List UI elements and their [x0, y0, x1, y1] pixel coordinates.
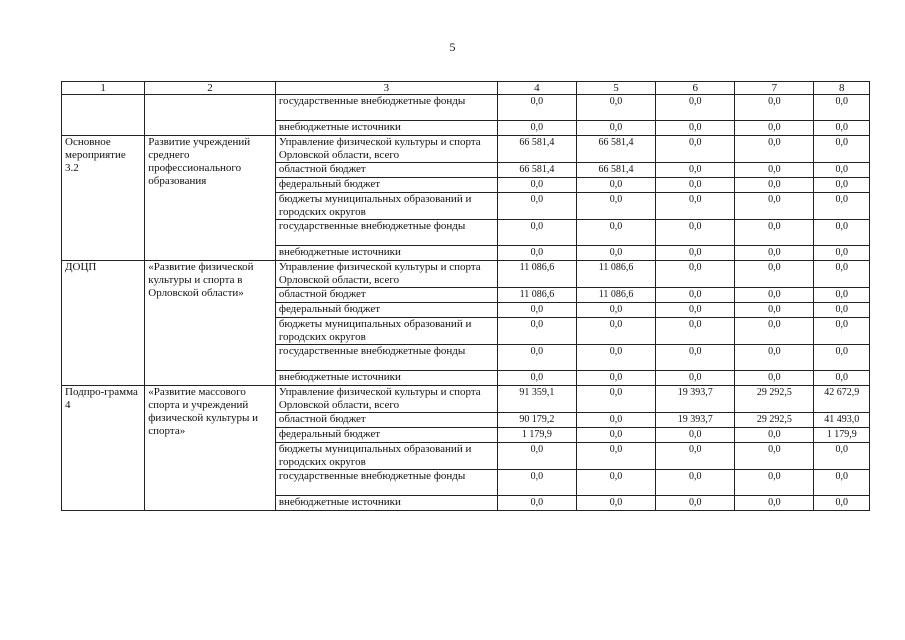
value-cell: 0,0 — [656, 95, 735, 121]
value-cell: 0,0 — [814, 470, 870, 496]
measure-label-cell: Подпро-грамма 4 — [62, 386, 145, 511]
value-cell: 11 086,6 — [497, 261, 576, 288]
value-cell: 0,0 — [497, 470, 576, 496]
value-cell: 0,0 — [497, 345, 576, 371]
funding-source-cell: внебюджетные источники — [275, 121, 497, 136]
value-cell: 0,0 — [735, 220, 814, 246]
value-cell: 0,0 — [814, 246, 870, 261]
column-header: 4 — [497, 82, 576, 95]
column-header: 3 — [275, 82, 497, 95]
funding-source-cell: государственные внебюджетные фонды — [275, 345, 497, 371]
funding-source-cell: бюджеты муниципальных образований и городских округов — [275, 193, 497, 220]
measure-label-cell: ДОЦП — [62, 261, 145, 386]
value-cell: 0,0 — [656, 371, 735, 386]
table-row — [62, 261, 870, 288]
value-cell: 0,0 — [576, 371, 655, 386]
value-cell: 0,0 — [576, 121, 655, 136]
value-cell: 11 086,6 — [576, 261, 655, 288]
value-cell: 0,0 — [735, 136, 814, 163]
value-cell: 0,0 — [735, 428, 814, 443]
value-cell: 0,0 — [576, 178, 655, 193]
value-cell: 0,0 — [576, 220, 655, 246]
funding-source-cell: бюджеты муниципальных образований и городских округов — [275, 443, 497, 470]
value-cell: 0,0 — [576, 193, 655, 220]
value-cell: 0,0 — [497, 303, 576, 318]
value-cell: 0,0 — [735, 371, 814, 386]
column-header: 1 — [62, 82, 145, 95]
measure-label-cell: Основное мероприятие 3.2 — [62, 136, 145, 261]
column-header: 2 — [145, 82, 276, 95]
value-cell: 0,0 — [497, 496, 576, 511]
measure-label-cell — [62, 95, 145, 136]
value-cell: 0,0 — [814, 220, 870, 246]
value-cell: 0,0 — [576, 318, 655, 345]
value-cell: 0,0 — [656, 470, 735, 496]
value-cell: 0,0 — [735, 95, 814, 121]
value-cell: 0,0 — [497, 220, 576, 246]
value-cell: 0,0 — [497, 443, 576, 470]
value-cell: 19 393,7 — [656, 386, 735, 413]
value-cell: 0,0 — [576, 345, 655, 371]
value-cell: 0,0 — [656, 178, 735, 193]
value-cell: 0,0 — [497, 121, 576, 136]
funding-source-cell: федеральный бюджет — [275, 178, 497, 193]
value-cell: 29 292,5 — [735, 413, 814, 428]
funding-source-cell: федеральный бюджет — [275, 303, 497, 318]
value-cell: 19 393,7 — [656, 413, 735, 428]
value-cell: 91 359,1 — [497, 386, 576, 413]
funding-source-cell: бюджеты муниципальных образований и городских округов — [275, 318, 497, 345]
value-cell: 0,0 — [576, 386, 655, 413]
value-cell: 0,0 — [814, 303, 870, 318]
funding-source-cell: Управление физической культуры и спорта Орловской области, всего — [275, 386, 497, 413]
budget-table — [61, 81, 870, 511]
value-cell: 0,0 — [814, 371, 870, 386]
value-cell: 0,0 — [814, 95, 870, 121]
value-cell: 0,0 — [814, 288, 870, 303]
page-number: 5 — [449, 40, 456, 54]
table-body — [62, 95, 870, 511]
value-cell: 0,0 — [576, 95, 655, 121]
value-cell: 1 179,9 — [814, 428, 870, 443]
measure-name-cell: Развитие учреждений среднего профессионального образования — [145, 136, 276, 261]
value-cell: 0,0 — [735, 443, 814, 470]
funding-source-cell: внебюджетные источники — [275, 246, 497, 261]
table-header-row — [62, 82, 870, 95]
funding-source-cell: областной бюджет — [275, 163, 497, 178]
value-cell: 0,0 — [656, 318, 735, 345]
value-cell: 0,0 — [814, 193, 870, 220]
value-cell: 0,0 — [814, 136, 870, 163]
funding-source-cell: областной бюджет — [275, 288, 497, 303]
value-cell: 1 179,9 — [497, 428, 576, 443]
value-cell: 0,0 — [735, 288, 814, 303]
value-cell: 90 179,2 — [497, 413, 576, 428]
value-cell: 0,0 — [735, 178, 814, 193]
funding-source-cell: Управление физической культуры и спорта Орловской области, всего — [275, 136, 497, 163]
value-cell: 0,0 — [497, 178, 576, 193]
funding-source-cell: государственные внебюджетные фонды — [275, 95, 497, 121]
value-cell: 41 493,0 — [814, 413, 870, 428]
value-cell: 0,0 — [656, 246, 735, 261]
column-header: 6 — [656, 82, 735, 95]
value-cell: 29 292,5 — [735, 386, 814, 413]
value-cell: 0,0 — [576, 428, 655, 443]
value-cell: 0,0 — [735, 496, 814, 511]
value-cell: 0,0 — [576, 496, 655, 511]
value-cell: 0,0 — [735, 246, 814, 261]
value-cell: 0,0 — [497, 246, 576, 261]
funding-source-cell: областной бюджет — [275, 413, 497, 428]
column-header: 8 — [814, 82, 870, 95]
value-cell: 0,0 — [814, 121, 870, 136]
column-header: 7 — [735, 82, 814, 95]
value-cell: 0,0 — [814, 163, 870, 178]
funding-source-cell: внебюджетные источники — [275, 371, 497, 386]
value-cell: 0,0 — [656, 261, 735, 288]
value-cell: 0,0 — [735, 303, 814, 318]
table-row — [62, 95, 870, 121]
value-cell: 66 581,4 — [576, 163, 655, 178]
value-cell: 0,0 — [576, 470, 655, 496]
value-cell: 11 086,6 — [576, 288, 655, 303]
value-cell: 0,0 — [735, 163, 814, 178]
value-cell: 66 581,4 — [497, 136, 576, 163]
value-cell: 0,0 — [735, 345, 814, 371]
value-cell: 0,0 — [497, 95, 576, 121]
value-cell: 0,0 — [576, 246, 655, 261]
value-cell: 0,0 — [735, 318, 814, 345]
value-cell: 0,0 — [497, 318, 576, 345]
funding-source-cell: государственные внебюджетные фонды — [275, 220, 497, 246]
value-cell: 0,0 — [656, 303, 735, 318]
value-cell: 0,0 — [814, 345, 870, 371]
value-cell: 0,0 — [576, 443, 655, 470]
value-cell: 66 581,4 — [576, 136, 655, 163]
value-cell: 0,0 — [814, 496, 870, 511]
funding-source-cell: государственные внебюджетные фонды — [275, 470, 497, 496]
value-cell: 0,0 — [814, 318, 870, 345]
column-header: 5 — [576, 82, 655, 95]
value-cell: 0,0 — [656, 163, 735, 178]
value-cell: 0,0 — [814, 443, 870, 470]
table-row — [62, 136, 870, 163]
value-cell: 0,0 — [576, 303, 655, 318]
value-cell: 0,0 — [735, 261, 814, 288]
value-cell: 0,0 — [656, 193, 735, 220]
value-cell: 0,0 — [656, 428, 735, 443]
measure-name-cell — [145, 95, 276, 136]
table-row — [62, 386, 870, 413]
value-cell: 0,0 — [814, 178, 870, 193]
value-cell: 66 581,4 — [497, 163, 576, 178]
value-cell: 0,0 — [656, 288, 735, 303]
funding-source-cell: внебюджетные источники — [275, 496, 497, 511]
value-cell: 0,0 — [656, 121, 735, 136]
funding-source-cell: Управление физической культуры и спорта Орловской области, всего — [275, 261, 497, 288]
value-cell: 0,0 — [814, 261, 870, 288]
value-cell: 0,0 — [497, 193, 576, 220]
measure-name-cell: «Развитие физической культуры и спорта в Орловской области» — [145, 261, 276, 386]
value-cell: 0,0 — [656, 136, 735, 163]
value-cell: 0,0 — [656, 220, 735, 246]
value-cell: 0,0 — [656, 345, 735, 371]
value-cell: 0,0 — [497, 371, 576, 386]
measure-name-cell: «Развитие массового спорта и учреждений физической культуры и спорта» — [145, 386, 276, 511]
value-cell: 0,0 — [735, 121, 814, 136]
value-cell: 0,0 — [735, 470, 814, 496]
value-cell: 0,0 — [656, 443, 735, 470]
value-cell: 42 672,9 — [814, 386, 870, 413]
value-cell: 0,0 — [576, 413, 655, 428]
funding-source-cell: федеральный бюджет — [275, 428, 497, 443]
value-cell: 0,0 — [656, 496, 735, 511]
value-cell: 0,0 — [735, 193, 814, 220]
value-cell: 11 086,6 — [497, 288, 576, 303]
